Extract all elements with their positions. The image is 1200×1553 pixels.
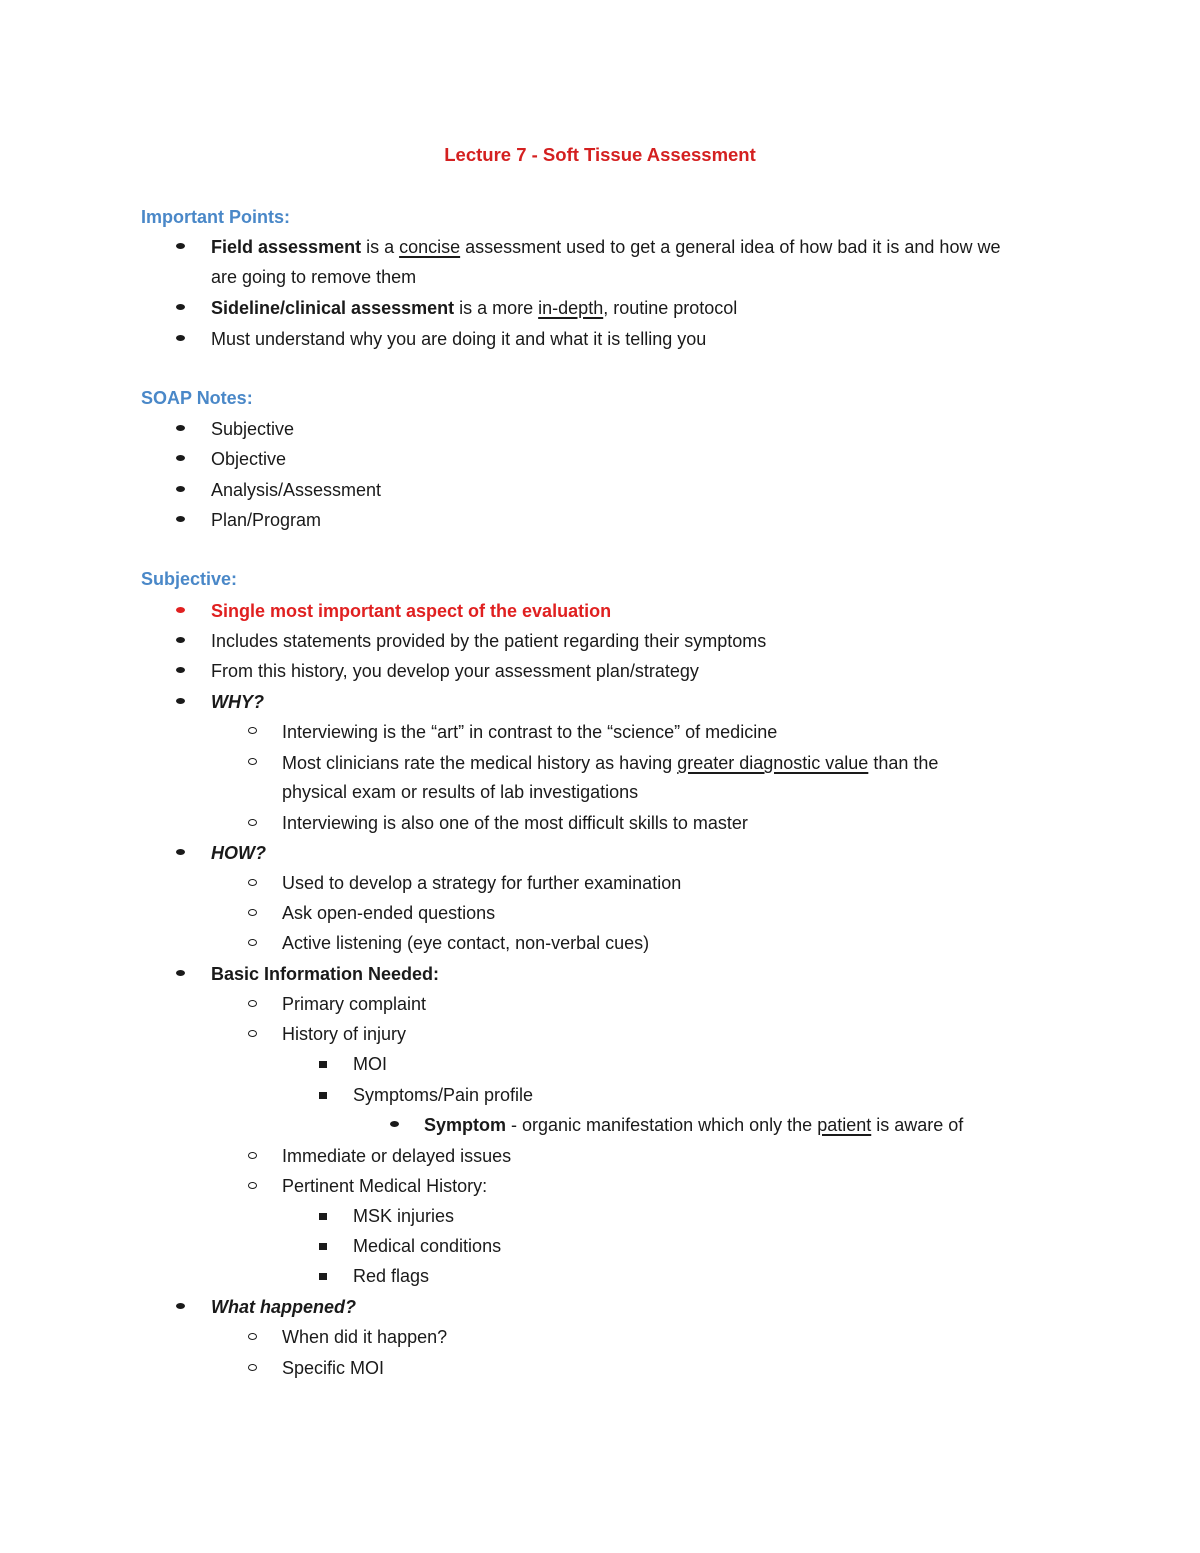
sub-item: Interviewing is also one of the most difficult skills to master bbox=[282, 813, 748, 833]
sub-item: Primary complaint bbox=[282, 994, 427, 1014]
sub-item bbox=[282, 750, 938, 776]
list-item-how: HOW? bbox=[211, 843, 266, 863]
square-bullet-icon bbox=[319, 1273, 327, 1280]
list-item: From this history, you develop your assessment plan/strategy bbox=[211, 661, 699, 681]
circle-bullet-icon bbox=[248, 758, 257, 765]
list-item: Analysis/Assessment bbox=[211, 480, 382, 500]
bullet-icon bbox=[176, 335, 185, 341]
bullet-icon bbox=[176, 243, 185, 249]
bullet-icon bbox=[176, 425, 185, 431]
text: is aware of bbox=[871, 1115, 964, 1135]
list-item: Subjective bbox=[211, 419, 295, 439]
sub-item: Immediate or delayed issues bbox=[282, 1146, 512, 1166]
sub-item-continuation: physical exam or results of lab investigations bbox=[282, 782, 639, 802]
sub-item: Used to develop a strategy for further examination bbox=[282, 873, 682, 893]
sub-item: Ask open-ended questions bbox=[282, 903, 496, 923]
circle-bullet-icon bbox=[248, 1000, 257, 1007]
sub-item: Active listening (eye contact, non-verbal cues) bbox=[282, 933, 650, 953]
sub-item: Specific MOI bbox=[282, 1358, 385, 1378]
circle-bullet-icon bbox=[248, 1030, 257, 1037]
sub-sub-item: Medical conditions bbox=[353, 1236, 502, 1256]
text: , routine protocol bbox=[603, 298, 738, 318]
circle-bullet-icon bbox=[248, 727, 257, 734]
list-item: Includes statements provided by the patient regarding their symptoms bbox=[211, 631, 767, 651]
square-bullet-icon bbox=[319, 1092, 327, 1099]
circle-bullet-icon bbox=[248, 1152, 257, 1159]
list-item-highlight: Single most important aspect of the evaluation bbox=[211, 601, 612, 621]
underlined-patient: patient bbox=[817, 1115, 872, 1135]
level4-item bbox=[424, 1112, 963, 1138]
text: is a bbox=[361, 237, 400, 257]
sub-sub-item: MOI bbox=[353, 1054, 387, 1074]
term-field-assessment: Field assessment bbox=[211, 237, 362, 257]
page-title: Lecture 7 - Soft Tissue Assessment bbox=[444, 144, 756, 165]
bullet-icon bbox=[176, 849, 185, 855]
underlined-greater-diagnostic-value: greater diagnostic value bbox=[677, 753, 869, 773]
bullet-icon bbox=[176, 304, 185, 310]
text: than the bbox=[868, 753, 939, 773]
bullet-icon bbox=[176, 455, 185, 461]
bullet-icon bbox=[176, 698, 185, 704]
bullet-icon bbox=[176, 1303, 185, 1309]
list-item: Objective bbox=[211, 449, 287, 469]
sub-item: Pertinent Medical History: bbox=[282, 1176, 488, 1196]
square-bullet-icon bbox=[319, 1213, 327, 1220]
circle-bullet-icon bbox=[248, 939, 257, 946]
heading-subjective: Subjective: bbox=[141, 569, 238, 589]
heading-important-points: Important Points: bbox=[141, 207, 290, 227]
list-item bbox=[211, 295, 737, 321]
list-item-why: WHY? bbox=[211, 692, 264, 712]
bullet-icon bbox=[176, 637, 185, 643]
underlined-in-depth: in-depth bbox=[538, 298, 604, 318]
term-sideline-assessment: Sideline/clinical assessment bbox=[211, 298, 455, 318]
sub-sub-item: Red flags bbox=[353, 1266, 430, 1286]
bullet-icon bbox=[176, 516, 185, 522]
sub-item: When did it happen? bbox=[282, 1327, 448, 1347]
list-item-continuation: are going to remove them bbox=[211, 267, 417, 287]
list-item: Plan/Program bbox=[211, 510, 322, 530]
heading-soap-notes: SOAP Notes: bbox=[141, 388, 253, 408]
bullet-icon bbox=[176, 667, 185, 673]
circle-bullet-icon bbox=[248, 1364, 257, 1371]
list-item-basic-info: Basic Information Needed: bbox=[211, 964, 440, 984]
list-item: Must understand why you are doing it and what it is telling you bbox=[211, 329, 707, 349]
bullet-icon bbox=[176, 486, 185, 492]
square-bullet-icon bbox=[319, 1243, 327, 1250]
text: Most clinicians rate the medical history as having bbox=[282, 753, 678, 773]
bullet-icon bbox=[176, 607, 185, 613]
circle-bullet-icon bbox=[248, 1182, 257, 1189]
square-bullet-icon bbox=[319, 1061, 327, 1068]
sub-sub-item: Symptoms/Pain profile bbox=[353, 1085, 534, 1105]
list-item bbox=[211, 234, 1000, 260]
sub-sub-item: MSK injuries bbox=[353, 1206, 455, 1226]
sub-item: Interviewing is the “art” in contrast to the “science” of medicine bbox=[282, 722, 778, 742]
circle-bullet-icon bbox=[248, 909, 257, 916]
list-item-what-happened: What happened? bbox=[211, 1297, 356, 1317]
circle-bullet-icon bbox=[248, 1333, 257, 1340]
term-symptom: Symptom bbox=[424, 1115, 507, 1135]
circle-bullet-icon bbox=[248, 879, 257, 886]
bullet-icon bbox=[176, 970, 185, 976]
sub-item: History of injury bbox=[282, 1024, 407, 1044]
underlined-concise: concise bbox=[399, 237, 461, 257]
text: assessment used to get a general idea of how bad it is and how we bbox=[460, 237, 1001, 257]
bullet-icon bbox=[390, 1121, 399, 1127]
circle-bullet-icon bbox=[248, 819, 257, 826]
text: is a more bbox=[454, 298, 539, 318]
text: - organic manifestation which only the bbox=[506, 1115, 818, 1135]
